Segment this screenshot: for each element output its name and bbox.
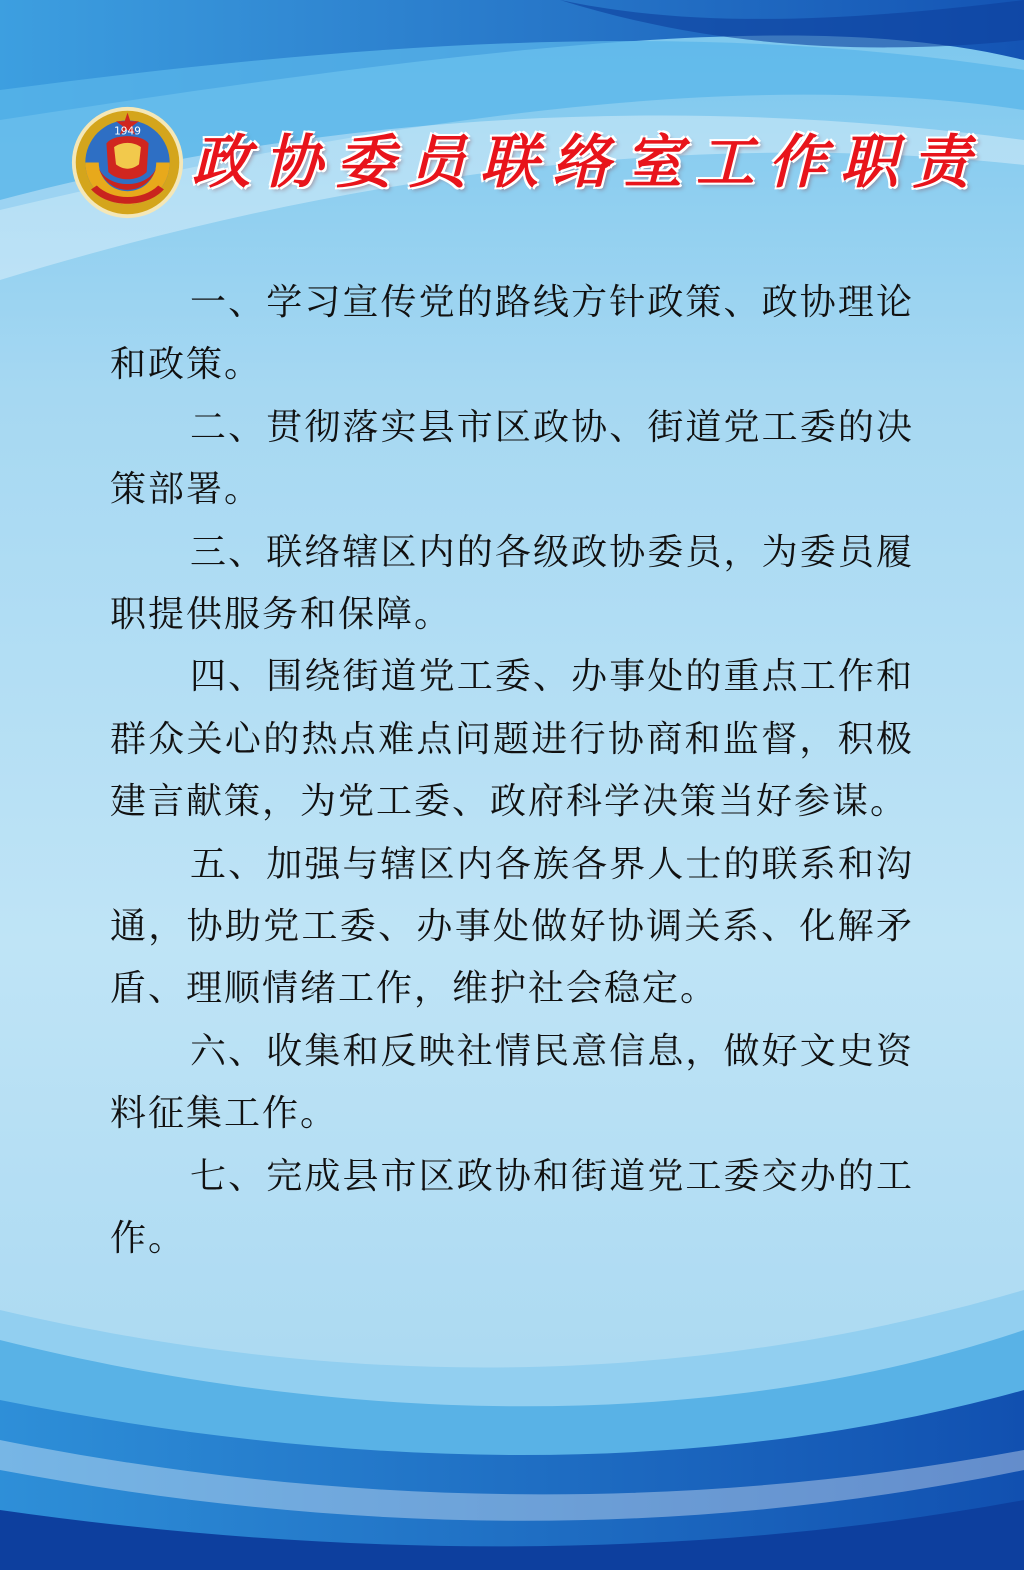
- page-title: 政协委员联络室工作职责: [192, 128, 985, 196]
- emblem-year: 1949: [114, 125, 141, 138]
- duty-item: 三、联络辖区内的各级政协委员，为委员履职提供服务和保障。: [110, 531, 914, 636]
- duty-item: 六、收集和反映社情民意信息，做好文史资料征集工作。: [110, 1030, 914, 1135]
- cppcc-emblem-icon: [70, 105, 185, 220]
- duties-list: [110, 272, 914, 1271]
- duty-item: 一、学习宣传党的路线方针政策、政协理论和政策。: [110, 282, 914, 386]
- duty-item: 二、贯彻落实县市区政协、街道党工委的决策部署。: [110, 406, 914, 511]
- duty-item: 七、完成县市区政协和街道党工委交办的工作。: [110, 1155, 914, 1260]
- duty-item: 四、围绕街道党工委、办事处的重点工作和群众关心的热点难点问题进行协商和监督，积极建言献策，为党工委、政府科学决策当好参谋。: [110, 656, 914, 823]
- duty-item: 五、加强与辖区内各族各界人士的联系和沟通，协助党工委、办事处做好协调关系、化解矛盾、理顺情绪工作，维护社会稳定。: [110, 843, 914, 1010]
